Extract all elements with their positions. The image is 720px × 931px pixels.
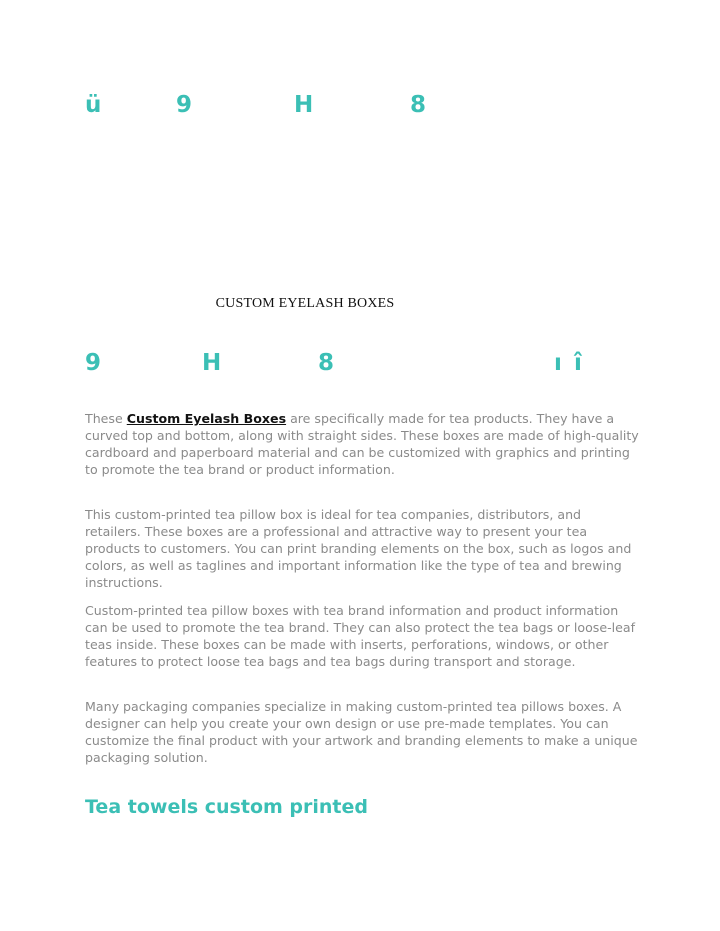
paragraph-2: This custom-printed tea pillow box is ideal for tea companies, distributors, and retailers. These boxes are a professional and attractive way to present your tea products to customers. You can print branding elements on the box, such as logos and colors, as well as taglines and important information like the type of tea and brewing instructions.: [85, 507, 632, 590]
heading-glyph: H: [202, 350, 222, 376]
heading-glyph: ı: [554, 350, 562, 376]
heading-glyph: 8: [318, 350, 335, 376]
heading-glyph: ü: [85, 92, 102, 118]
garbled-heading-2: [0, 350, 720, 390]
section-heading: Tea towels custom printed: [85, 796, 368, 818]
garbled-heading-1: [0, 92, 720, 132]
heading-glyph: î: [574, 350, 582, 376]
paragraph-text: These: [85, 411, 127, 426]
heading-glyph: 8: [410, 92, 427, 118]
heading-glyph: 9: [85, 350, 102, 376]
paragraph-1: [85, 410, 640, 478]
paragraph-3: Custom-printed tea pillow boxes with tea brand information and product information can be used to promote the tea brand. They can also protect the tea bags or loose-leaf teas inside. These boxes can be made with inserts, perforations, windows, or other features to protect loose tea bags and tea bags during transport and storage.: [85, 603, 636, 669]
custom-eyelash-boxes-link[interactable]: Custom Eyelash Boxes: [126, 411, 287, 426]
paragraph-text: are specifically made for tea products. They have a curved top and bottom, along with straight sides. These boxes are made of high-quality cardboard and paperboard material and can be customized with graphics and printing to promote the tea brand or product information.: [85, 411, 639, 477]
heading-glyph: H: [294, 92, 314, 118]
image-caption: CUSTOM EYELASH BOXES: [215, 296, 395, 311]
paragraph-4: Many packaging companies specialize in making custom-printed tea pillows boxes. A designer can help you create your own design or use pre-made templates. You can customize the final product with your artwork and branding elements to make a unique packaging solution.: [85, 699, 638, 765]
heading-glyph: 9: [176, 92, 193, 118]
